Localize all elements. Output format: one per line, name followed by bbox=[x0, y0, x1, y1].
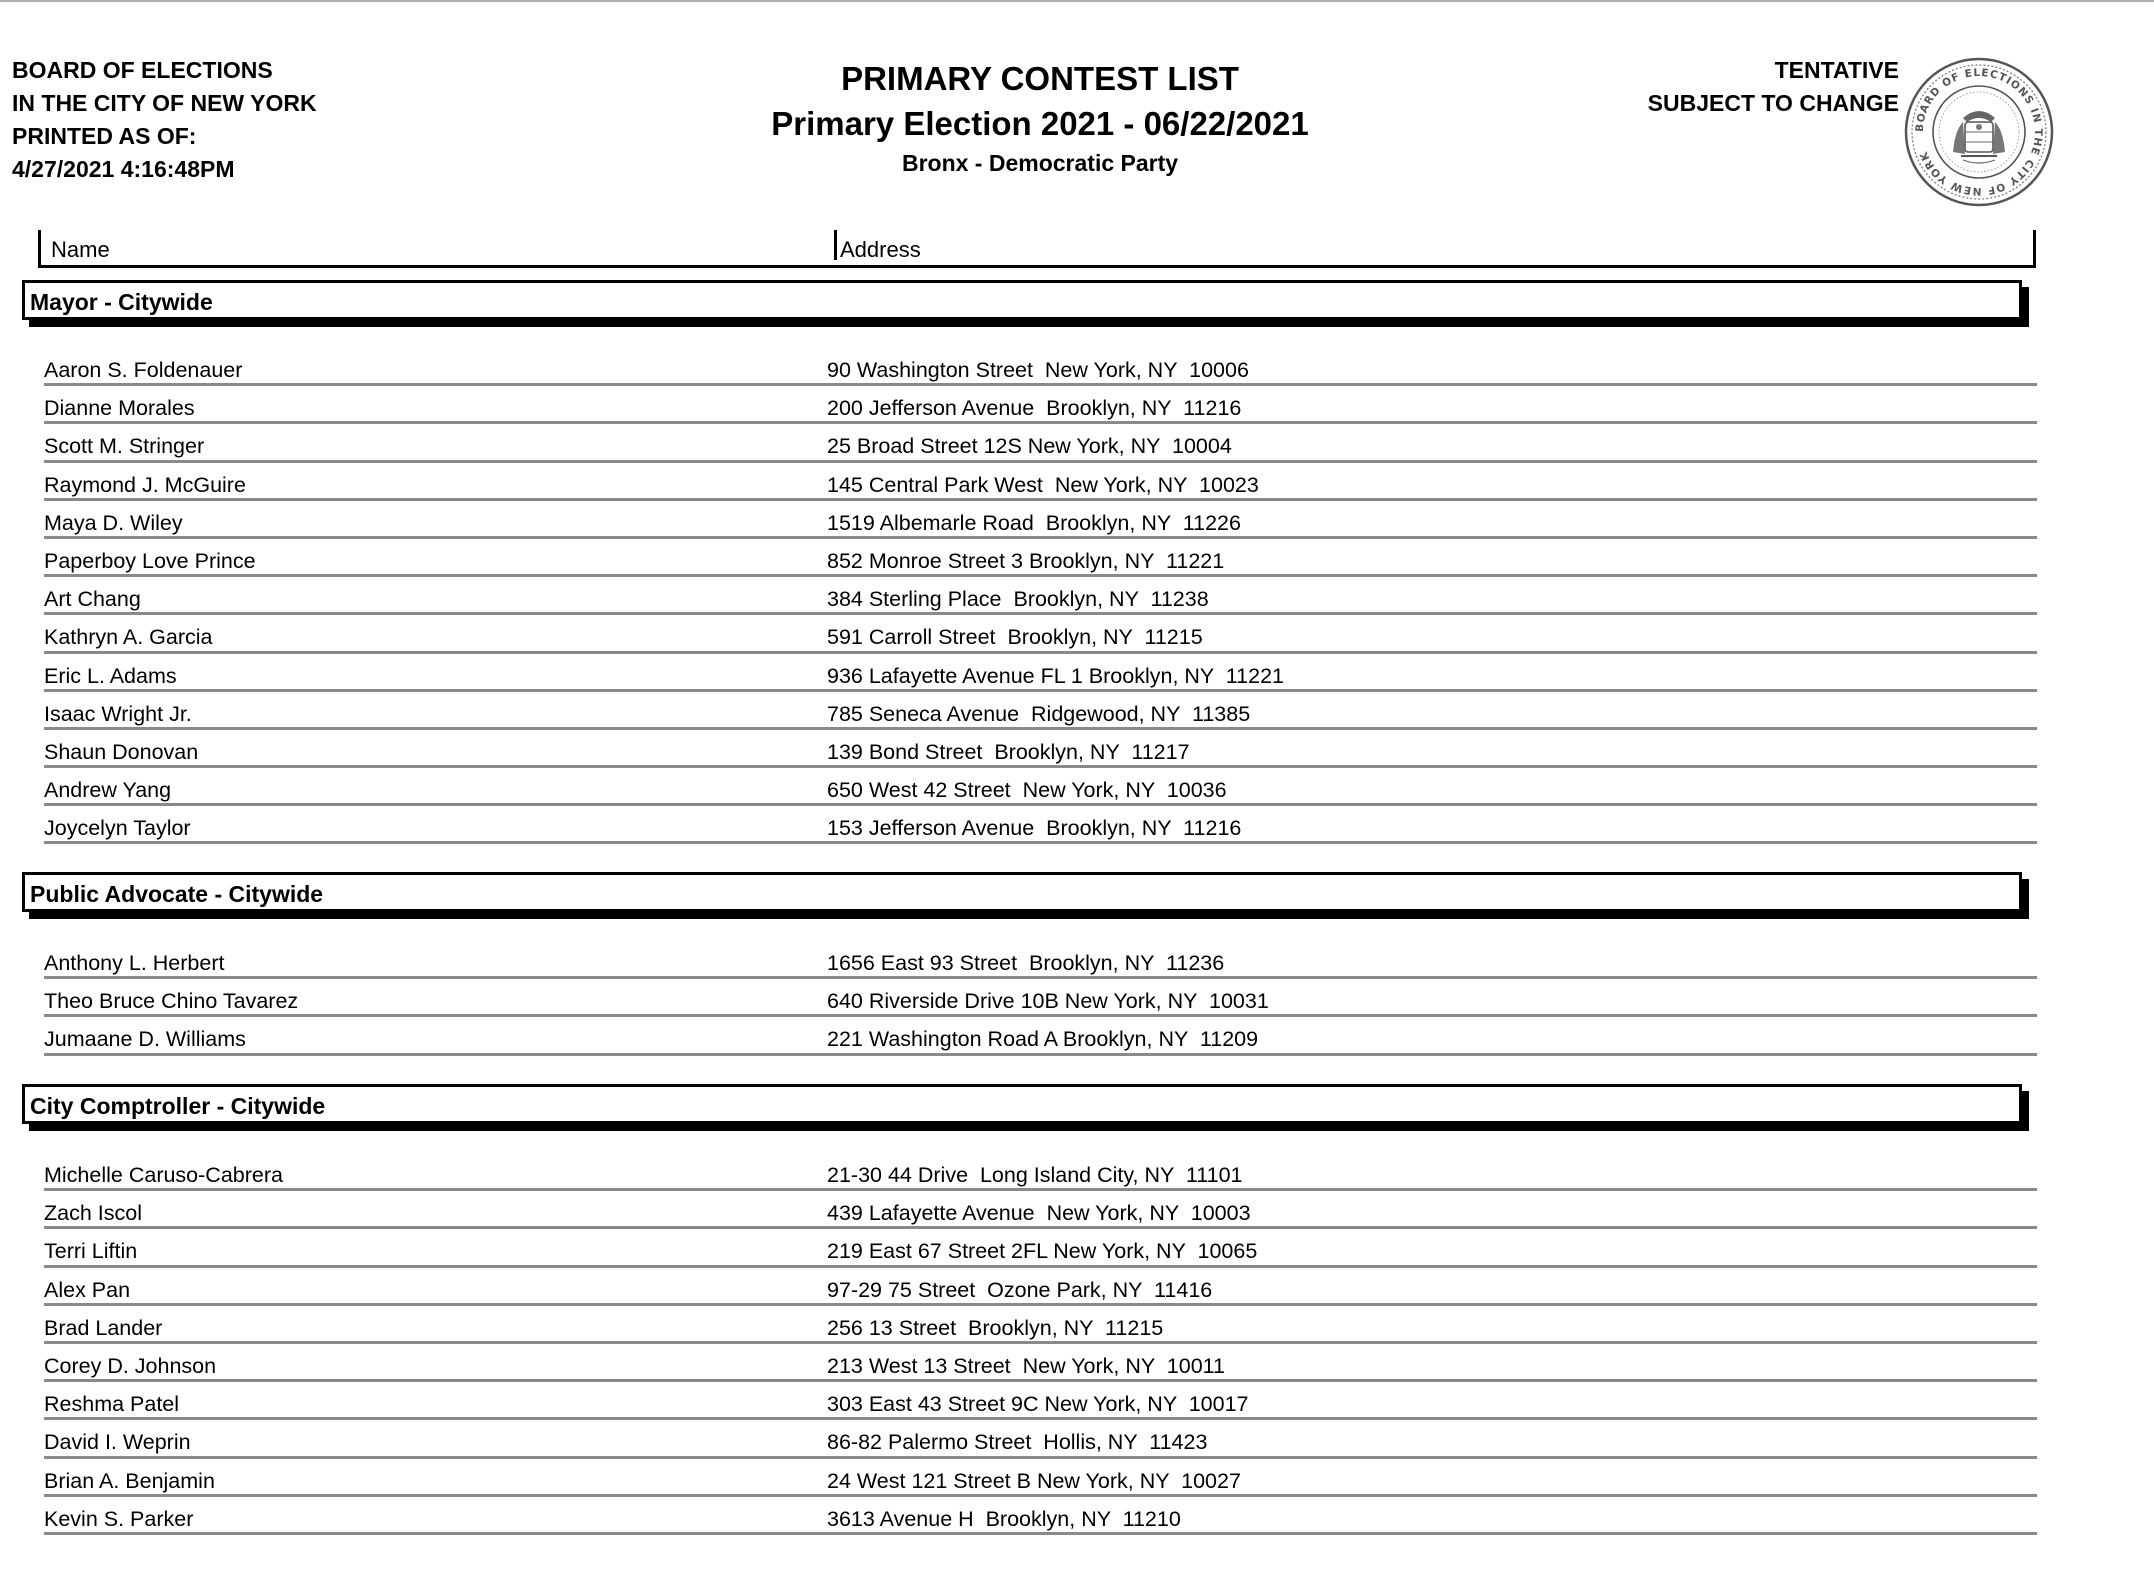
table-row bbox=[44, 501, 2037, 539]
candidate-name: Eric L. Adams bbox=[44, 663, 177, 688]
table-row bbox=[44, 1382, 2037, 1420]
candidate-address: 785 Seneca Avenue Ridgewood, NY 11385 bbox=[827, 701, 1251, 726]
candidate-address: 219 East 67 Street 2FL New York, NY 10065 bbox=[827, 1239, 1258, 1264]
contest-title: Public Advocate - Citywide bbox=[30, 881, 324, 907]
contest-title: City Comptroller - Citywide bbox=[30, 1093, 326, 1119]
candidate-name: Joycelyn Taylor bbox=[44, 816, 191, 841]
table-row bbox=[44, 1017, 2037, 1055]
candidate-address: 303 East 43 Street 9C New York, NY 10017 bbox=[827, 1392, 1249, 1417]
board-of-elections-seal-icon bbox=[1903, 56, 2055, 208]
table-row bbox=[44, 979, 2037, 1017]
issuer-block bbox=[12, 54, 317, 186]
table-row bbox=[44, 1497, 2037, 1535]
candidate-address: 25 Broad Street 12S New York, NY 10004 bbox=[827, 434, 1232, 459]
name-column-header: Name bbox=[51, 237, 110, 262]
candidate-address: 153 Jefferson Avenue Brooklyn, NY 11216 bbox=[827, 816, 1242, 841]
candidate-name: Brad Lander bbox=[44, 1315, 163, 1340]
candidate-list-city-comptroller bbox=[44, 1153, 2037, 1535]
contest-section-public-advocate bbox=[22, 872, 2022, 912]
candidate-name: Isaac Wright Jr. bbox=[44, 701, 192, 726]
contest-header bbox=[22, 280, 2022, 320]
seal-text: BOARD OF ELECTIONS IN THE CITY OF NEW YORK bbox=[1913, 66, 2045, 198]
table-row bbox=[44, 424, 2037, 462]
issuer-line-1: BOARD OF ELECTIONS bbox=[12, 57, 273, 83]
candidate-name: Kevin S. Parker bbox=[44, 1506, 194, 1531]
candidate-address: 213 West 13 Street New York, NY 10011 bbox=[827, 1353, 1225, 1378]
contest-header bbox=[22, 1084, 2022, 1124]
candidate-name: Zach Iscol bbox=[44, 1201, 142, 1226]
table-row bbox=[44, 615, 2037, 653]
table-row bbox=[44, 730, 2037, 768]
candidate-name: Terri Liftin bbox=[44, 1239, 138, 1264]
issuer-line-2: IN THE CITY OF NEW YORK bbox=[12, 90, 317, 116]
table-row bbox=[44, 1229, 2037, 1267]
status-block bbox=[1648, 54, 1899, 120]
table-row bbox=[44, 806, 2037, 844]
table-row bbox=[44, 348, 2037, 386]
candidate-name: Jumaane D. Williams bbox=[44, 1027, 246, 1052]
candidate-name: Shaun Donovan bbox=[44, 739, 199, 764]
table-row bbox=[44, 1306, 2037, 1344]
candidate-name: Art Chang bbox=[44, 587, 141, 612]
candidate-name: Maya D. Wiley bbox=[44, 510, 183, 535]
election-subtitle: Primary Election 2021 - 06/22/2021 bbox=[771, 105, 1309, 142]
candidate-name: Corey D. Johnson bbox=[44, 1353, 217, 1378]
candidate-address: 86-82 Palermo Street Hollis, NY 11423 bbox=[827, 1430, 1208, 1455]
subject-to-change-label: SUBJECT TO CHANGE bbox=[1647, 90, 1899, 116]
candidate-address: 439 Lafayette Avenue New York, NY 10003 bbox=[827, 1201, 1251, 1226]
candidate-name: Anthony L. Herbert bbox=[44, 951, 225, 975]
table-row bbox=[44, 654, 2037, 692]
candidate-address: 650 West 42 Street New York, NY 10036 bbox=[827, 778, 1227, 803]
table-row bbox=[44, 1268, 2037, 1306]
candidate-address: 640 Riverside Drive 10B New York, NY 10031 bbox=[827, 989, 1269, 1014]
candidate-address: 256 13 Street Brooklyn, NY 11215 bbox=[827, 1315, 1164, 1340]
candidate-address: 21-30 44 Drive Long Island City, NY 11101 bbox=[827, 1163, 1243, 1187]
table-row bbox=[44, 941, 2037, 979]
candidate-address: 3613 Avenue H Brooklyn, NY 11210 bbox=[827, 1506, 1181, 1531]
table-row bbox=[44, 1459, 2037, 1497]
table-row bbox=[44, 463, 2037, 501]
table-row bbox=[44, 1420, 2037, 1458]
candidate-name: Brian A. Benjamin bbox=[44, 1468, 215, 1493]
candidate-list-mayor bbox=[44, 348, 2037, 844]
candidate-name: Kathryn A. Garcia bbox=[44, 625, 213, 650]
candidate-address: 1519 Albemarle Road Brooklyn, NY 11226 bbox=[827, 510, 1241, 535]
candidate-name: Raymond J. McGuire bbox=[44, 472, 246, 497]
page-title: PRIMARY CONTEST LIST bbox=[841, 60, 1239, 97]
table-row bbox=[44, 1344, 2037, 1382]
candidate-address: 936 Lafayette Avenue FL 1 Brooklyn, NY 11221 bbox=[827, 663, 1285, 688]
candidate-name: Paperboy Love Prince bbox=[44, 548, 256, 573]
candidate-address: 97-29 75 Street Ozone Park, NY 11416 bbox=[827, 1277, 1213, 1302]
candidate-name: Reshma Patel bbox=[44, 1392, 180, 1417]
candidate-name: Theo Bruce Chino Tavarez bbox=[44, 989, 299, 1014]
candidate-address: 200 Jefferson Avenue Brooklyn, NY 11216 bbox=[827, 396, 1242, 421]
contest-section-city-comptroller bbox=[22, 1084, 2022, 1124]
candidate-list-public-advocate bbox=[44, 941, 2037, 1056]
title-block bbox=[640, 58, 1440, 178]
candidate-address: 591 Carroll Street Brooklyn, NY 11215 bbox=[827, 625, 1203, 650]
candidate-name: Dianne Morales bbox=[44, 396, 195, 421]
candidate-address: 1656 East 93 Street Brooklyn, NY 11236 bbox=[827, 951, 1225, 975]
candidate-name: Aaron S. Foldenauer bbox=[44, 358, 243, 382]
printed-as-of-label: PRINTED AS OF: bbox=[12, 123, 197, 149]
candidate-name: Andrew Yang bbox=[44, 778, 172, 803]
candidate-address: 852 Monroe Street 3 Brooklyn, NY 11221 bbox=[827, 548, 1225, 573]
tentative-label: TENTATIVE bbox=[1774, 57, 1899, 83]
printed-timestamp: 4/27/2021 4:16:48PM bbox=[12, 156, 235, 182]
candidate-address: 145 Central Park West New York, NY 10023 bbox=[827, 472, 1259, 497]
contest-title: Mayor - Citywide bbox=[30, 289, 213, 315]
table-row bbox=[44, 768, 2037, 806]
candidate-name: Scott M. Stringer bbox=[44, 434, 205, 459]
candidate-address: 221 Washington Road A Brooklyn, NY 11209 bbox=[827, 1027, 1259, 1052]
address-column-header: Address bbox=[834, 230, 921, 260]
candidate-address: 139 Bond Street Brooklyn, NY 11217 bbox=[827, 739, 1190, 764]
table-row bbox=[44, 692, 2037, 730]
table-row bbox=[44, 1153, 2037, 1191]
table-row bbox=[44, 386, 2037, 424]
candidate-address: 24 West 121 Street B New York, NY 10027 bbox=[827, 1468, 1241, 1493]
contest-section-mayor bbox=[22, 280, 2022, 320]
candidate-name: David I. Weprin bbox=[44, 1430, 191, 1455]
candidate-address: 384 Sterling Place Brooklyn, NY 11238 bbox=[827, 587, 1209, 612]
table-row bbox=[44, 577, 2037, 615]
contest-header bbox=[22, 872, 2022, 912]
candidate-name: Michelle Caruso-Cabrera bbox=[44, 1163, 283, 1187]
table-row bbox=[44, 539, 2037, 577]
candidate-address: 90 Washington Street New York, NY 10006 bbox=[827, 358, 1249, 382]
candidate-name: Alex Pan bbox=[44, 1277, 131, 1302]
table-row bbox=[44, 1191, 2037, 1229]
borough-party: Bronx - Democratic Party bbox=[901, 150, 1179, 176]
column-header bbox=[38, 230, 2036, 268]
